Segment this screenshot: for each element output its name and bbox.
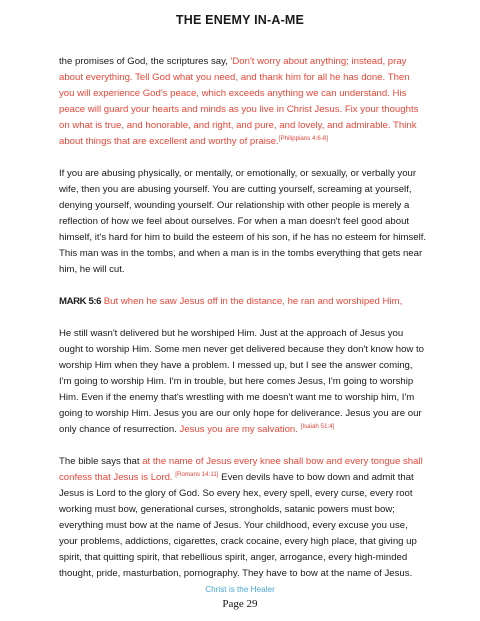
paragraph-4 — [59, 326, 427, 438]
paragraph-4-text: He still wasn't delivered but he worshiped Him. Just at the approach of Jesus you ought to worship Him. Some men never get delivered because they don't know how to worship Him when they have a problem. I messed up, but I see the answer coming, I'm going to worship Him. I'm in trouble, but here comes Jesus, I'm going to worship Him. Even if the enemy that's wrestling with me doesn't want me to worship him, I'm going to worship Him. Jesus you are our only hope for deliverance. Jesus you are our only chance of resurrection. — [59, 328, 424, 435]
scripture-quote: at the name of Jesus every knee shall bow and every tongue shall confess that Jesus is Lord. — [59, 456, 423, 483]
scripture-quote: But when he saw Jesus off in the distance, he ran and worshiped Him, — [101, 296, 403, 307]
paragraph-5-text: The bible says that — [59, 456, 143, 467]
footer-subtitle: Christ is the Healer — [205, 585, 275, 594]
paragraph-2 — [59, 166, 427, 278]
verse-label: MARK 5:6 — [59, 296, 102, 307]
paragraph-3 — [59, 294, 427, 310]
paragraph-5-continuation: Even devils have to bow down and admit that Jesus is Lord to the glory of God. So every hex, every spell, every curse, every root working must bow, generational curses, strongholds, satanic powers must bow; everything must bow at the name of Jesus. Your childhood, every excuse you use, your problems, addictions, cigarettes, crack cocaine, every high place, that giving up spirit, that quitting spirit, that rebellious spirit, anger, arrogance, every high-minded thought, pride, masturbation, pornography. They have to bow at the name of Jesus. — [59, 472, 417, 579]
paragraph-5 — [59, 454, 427, 582]
scripture-reference: [Romans 14:11] — [175, 471, 219, 478]
running-header: THE ENEMY IN-A-ME — [175, 13, 305, 27]
paragraph-2-text: If you are abusing physically, or mentally, or emotionally, or sexually, or verbally your wife, then you are abusing yourself. You are cutting yourself, screaming at yourself, denying yourself, wounding yourself. Our relationship with other people is merely a reflection of how we feel about ourselves. For when a man doesn't feel good about himself, it's hard for him to build the esteem of his son, if he has no esteem for himself. This man was in the tombs, and when a man is in the tombs everything that gets near him, he will cut. — [59, 168, 427, 275]
paragraph-1-text: the promises of God, the scriptures say, — [59, 56, 231, 67]
body-text — [59, 54, 427, 598]
paragraph-1 — [59, 54, 427, 150]
page-number: Page 29 — [222, 598, 258, 610]
scripture-reference: [Isaiah 51:4] — [300, 423, 335, 430]
scripture-quote: 'Don't worry about anything; instead, pray about everything. Tell God what you need, and thank him for all he has done. Then you will experience God's peace, which exceeds anything we can understand. His peace will guard your hearts and minds as you live in Christ Jesus. Fix your thoughts on what is true, and honorable, and right, and pure, and lovely, and admirable. Think about things that are excellent and worthy of praise. — [59, 56, 419, 147]
scripture-reference: [Philippians 4:6-8] — [278, 135, 328, 142]
scripture-quote: Jesus you are my salvation. — [179, 424, 298, 435]
